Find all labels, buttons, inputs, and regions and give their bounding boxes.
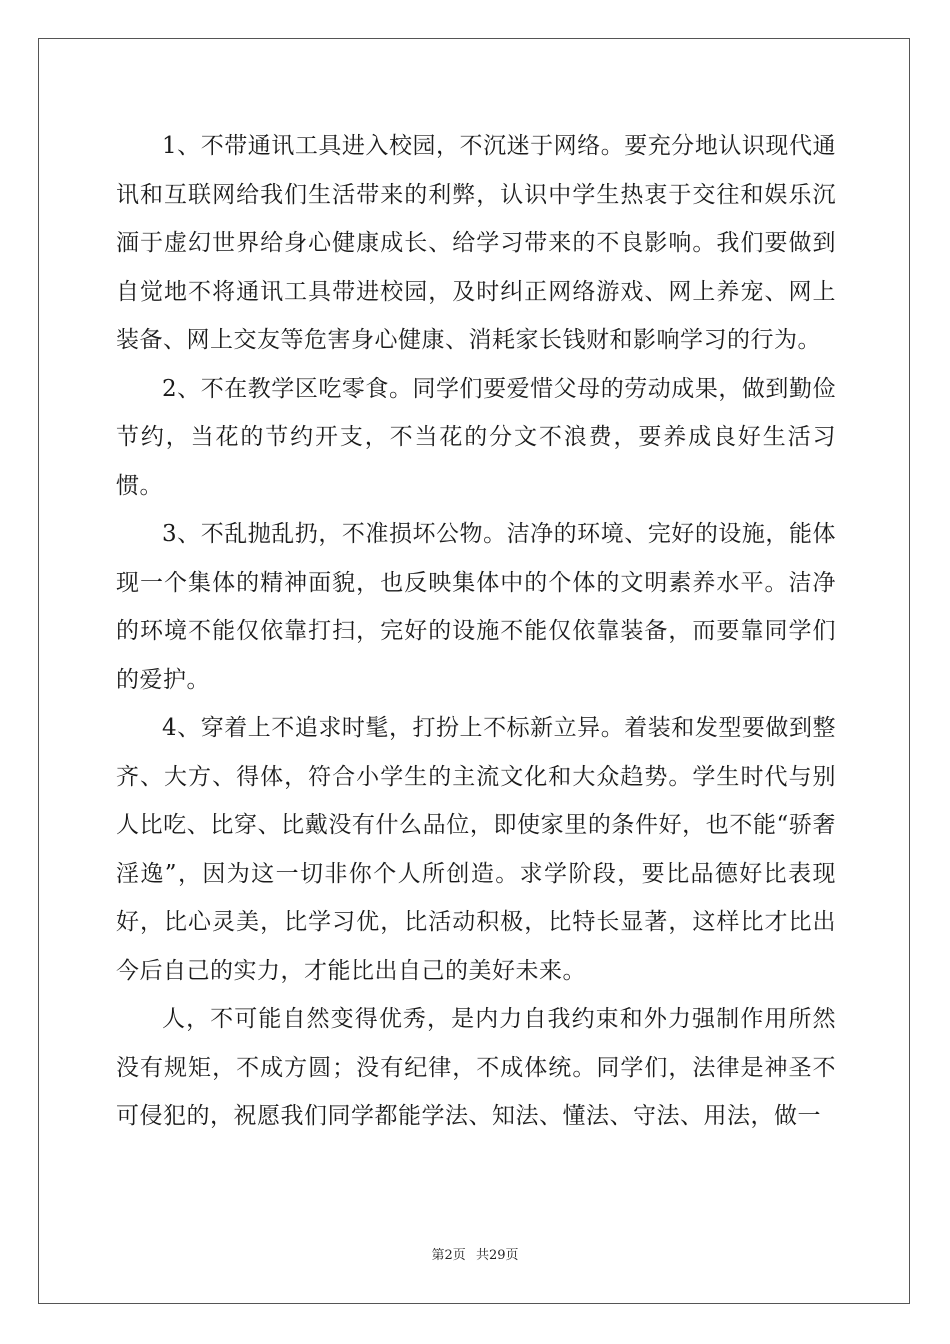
current-page-number: 第2页 xyxy=(431,1248,466,1263)
paragraph-3: 3、不乱抛乱扔，不准损坏公物。洁净的环境、完好的设施，能体现一个集体的精神面貌，也反映集体中的个体的文明素养水平。洁净的环境不能仅依靠打扫，完好的设施不能仅依靠装备，而要靠同学们的爱护。 xyxy=(116,521,836,693)
paragraph-1: 1、不带通讯工具进入校园，不沉迷于网络。要充分地认识现代通讯和互联网给我们生活带来的利弊，认识中学生热衷于交往和娱乐沉湎于虚幻世界给身心健康成长、给学习带来的不良影响。我们要做到自觉地不将通讯工具带进校园，及时纠正网络游戏、网上养宠、网上装备、网上交友等危害身心健康、消耗家长钱财和影响学习的行为。 xyxy=(116,133,836,353)
total-pages: 共29页 xyxy=(475,1248,519,1263)
paragraph-2: 2、不在教学区吃零食。同学们要爱惜父母的劳动成果，做到勤俭节约，当花的节约开支，不当花的分文不浪费，要养成良好生活习惯。 xyxy=(116,375,836,499)
paragraph-4: 4、穿着上不追求时髦，打扮上不标新立异。着装和发型要做到整齐、大方、得体，符合小学生的主流文化和大众趋势。学生时代与别人比吃、比穿、比戴没有什么品位，即使家里的条件好，也不能“骄奢淫逸”，因为这一切非你个人所创造。求学阶段，要比品德好比表现好，比心灵美，比学习优，比活动积极，比特长显著，这样比才比出今后自己的实力，才能比出自己的美好未来。 xyxy=(116,715,836,984)
paragraph-5: 人，不可能自然变得优秀，是内力自我约束和外力强制作用所然没有规矩，不成方圆；没有纪律，不成体统。同学们，法律是神圣不可侵犯的，祝愿我们同学都能学法、知法、懂法、守法、用法，做一 xyxy=(116,1006,836,1129)
document-body xyxy=(116,122,836,1141)
page-footer xyxy=(0,1244,950,1263)
